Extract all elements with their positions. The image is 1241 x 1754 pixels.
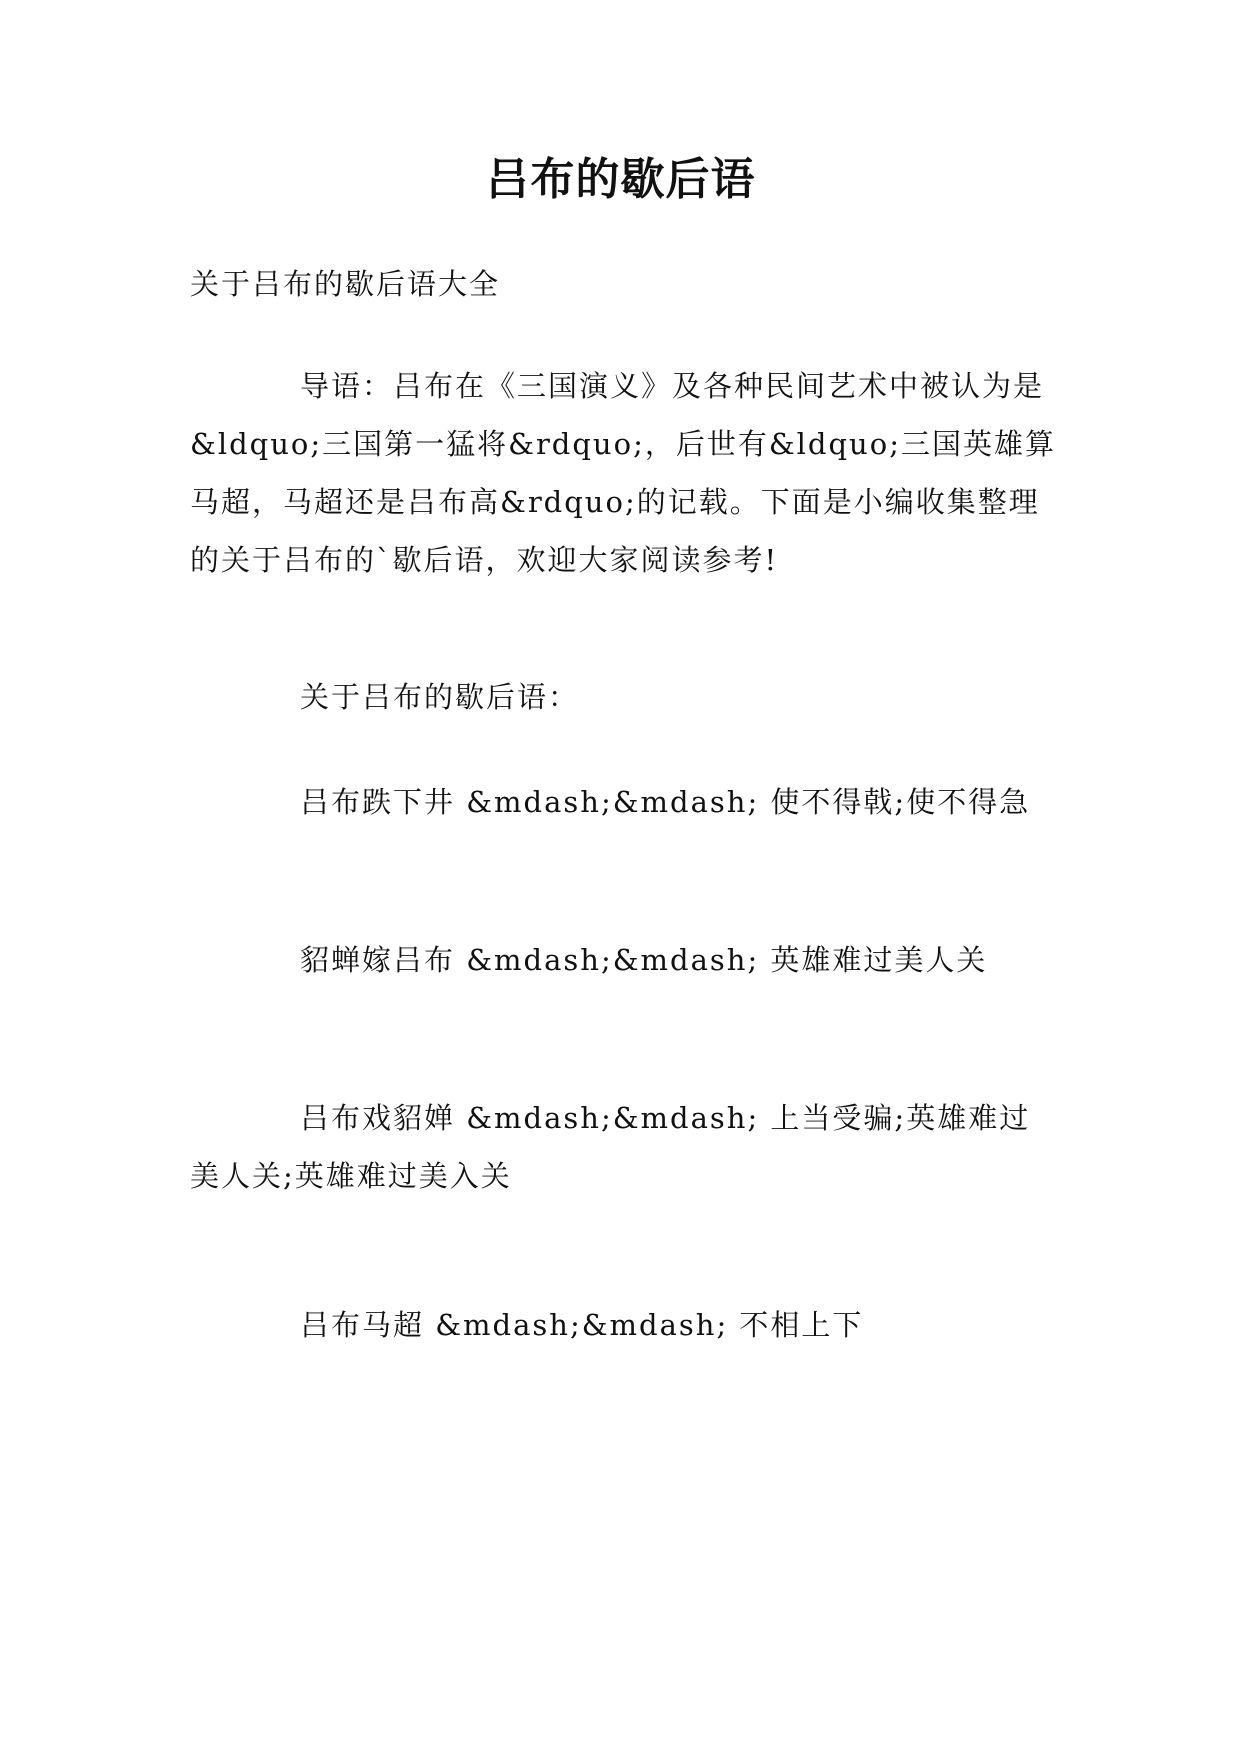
saying-item: 貂蝉嫁吕布 &mdash;&mdash; 英雄难过美人关 (300, 943, 988, 977)
intro-paragraph: 导语：吕布在《三国演义》及各种民间艺术中被认为是&ldquo;三国第一猛将&rdquo;，后世有&ldquo;三国英雄算马超，马超还是吕布高&rdquo;的记载。下面是小编收集整理的关于吕布的`歇后语，欢迎大家阅读参考! (190, 369, 1056, 577)
saying-item: 吕布跌下井 &mdash;&mdash; 使不得戟;使不得急 (300, 785, 1031, 819)
saying-item: 吕布戏貂婵 &mdash;&mdash; 上当受骗;英雄难过美人关;英雄难过美入关 (190, 1101, 1031, 1193)
saying-item: 吕布马超 &mdash;&mdash; 不相上下 (300, 1308, 864, 1342)
section-heading: 关于吕布的歇后语： (300, 680, 580, 714)
document-subtitle: 关于吕布的歇后语大全 (190, 267, 501, 301)
document-title: 吕布的歇后语 (485, 154, 756, 205)
